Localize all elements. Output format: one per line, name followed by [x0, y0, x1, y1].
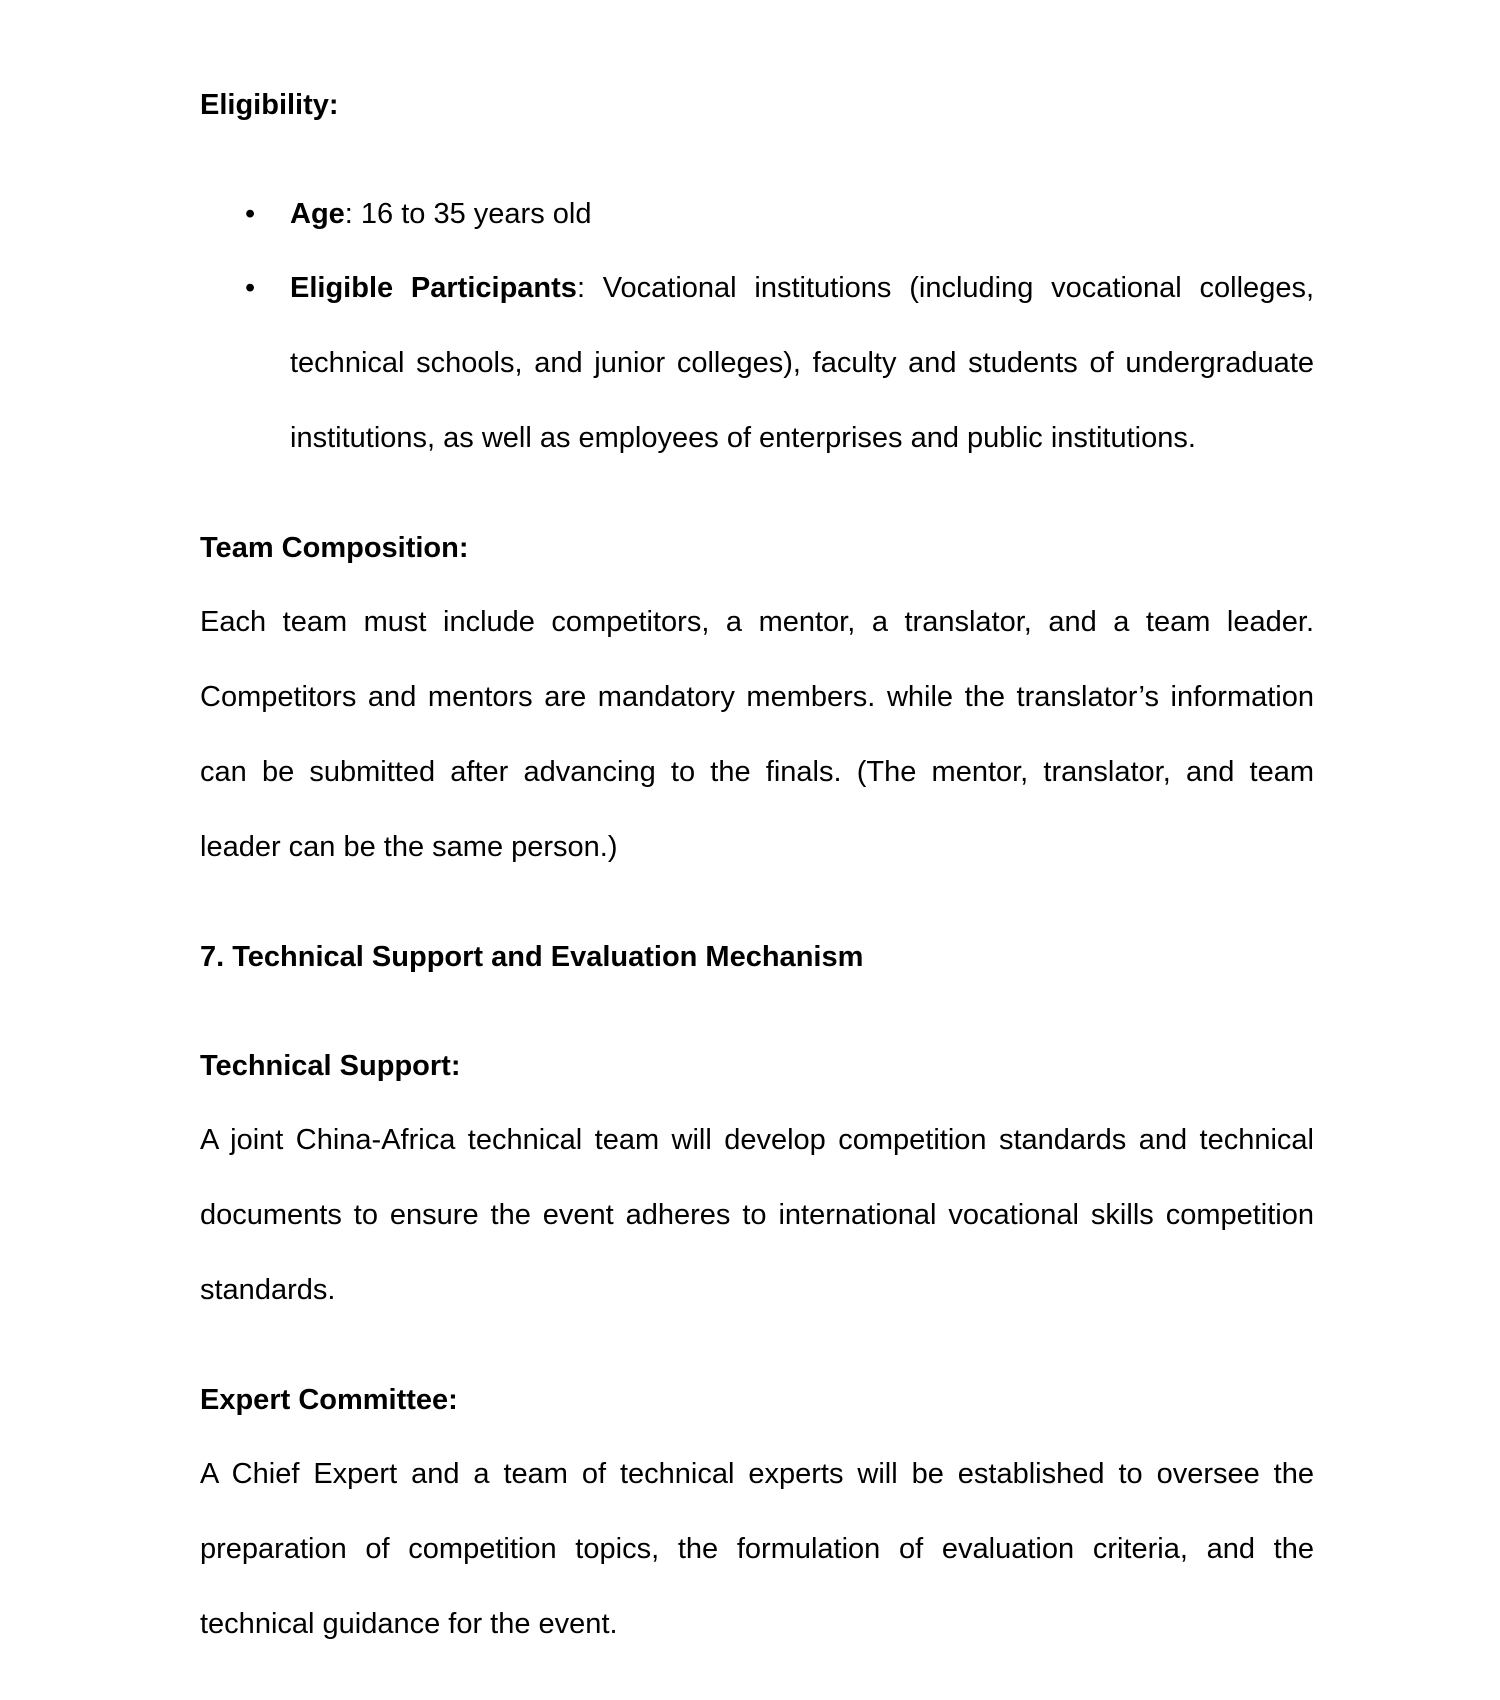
- bullet-description: : Vocational institutions (including vocational colleges, technical schools, and junior colleges), faculty and students of undergraduate institutions, as well as employees of enterprises and public institutions.: [290, 272, 1315, 454]
- team-composition-heading: Team Composition:: [200, 532, 469, 564]
- technical-support-paragraph: A joint China-Africa technical team will develop competition standards and technical documents to ensure the event adheres to international vocational skills competition standards.: [200, 1124, 1314, 1306]
- section-7-heading: 7. Technical Support and Evaluation Mechanism: [200, 941, 864, 973]
- team-composition-paragraph: Each team must include competitors, a mentor, a translator, and a team leader. Competitors and mentors are mandatory members. while the translator’s information can be submitted after advancing to the finals. (The mentor, translator, and team leader can be the same person.): [200, 606, 1314, 863]
- bullet-term: Eligible Participants: [290, 272, 577, 304]
- bullet-icon: •: [245, 272, 256, 304]
- expert-committee-paragraph: A Chief Expert and a team of technical experts will be established to oversee the preparation of competition topics, the formulation of evaluation criteria, and the technical guidance for the event.: [200, 1458, 1314, 1640]
- bullet-term: Age: [290, 198, 345, 230]
- bullet-description: : 16 to 35 years old: [344, 198, 592, 230]
- expert-committee-heading: Expert Committee:: [200, 1384, 458, 1416]
- bullet-text: [290, 177, 1314, 252]
- eligibility-heading: Eligibility:: [200, 89, 339, 121]
- bullet-icon: •: [245, 198, 256, 230]
- bullet-text: [290, 251, 1314, 476]
- technical-support-heading: Technical Support:: [200, 1050, 461, 1082]
